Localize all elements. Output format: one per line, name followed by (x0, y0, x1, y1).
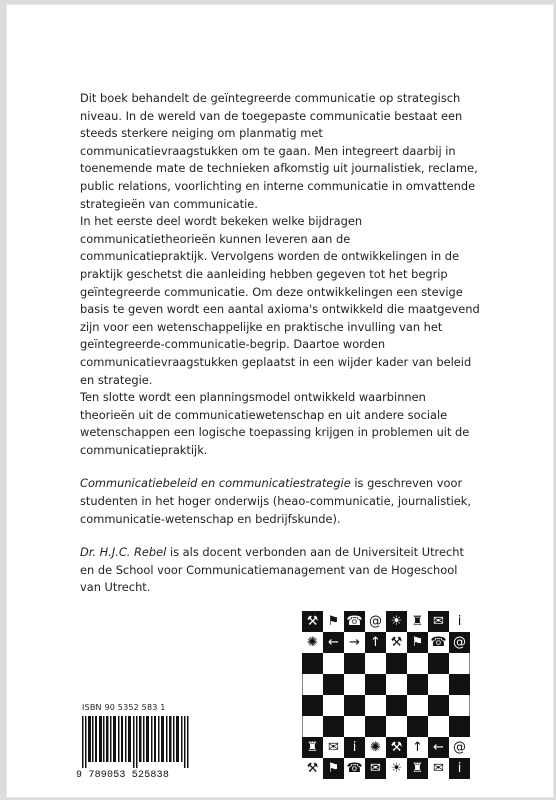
board-square-dark (386, 653, 407, 674)
author-text: is als docent verbonden aan de Universiteit Utrecht en de School voor Communicatiemanagement van de Hogeschool van Utrecht. (80, 545, 464, 595)
board-symbol-icon: ↑ (365, 632, 386, 653)
board-top-row (302, 611, 470, 632)
board-second-row (302, 632, 470, 653)
isbn-label: ISBN 90 5352 583 1 (82, 703, 166, 712)
board-symbol-icon: ✺ (365, 737, 386, 758)
board-square-dark (407, 716, 428, 737)
board-square-dark (428, 695, 449, 716)
board-symbol-icon: ⚑ (323, 611, 344, 632)
board-square-dark (407, 674, 428, 695)
board-symbol-icon: ↑ (407, 737, 428, 758)
board-square-dark (344, 653, 365, 674)
board-square-dark (344, 695, 365, 716)
board-square-dark (302, 695, 323, 716)
board-symbol-icon: → (344, 632, 365, 653)
board-symbol-icon: ⚒ (302, 611, 323, 632)
board-square-dark (449, 716, 470, 737)
board-symbol-icon: ✉ (428, 758, 449, 779)
back-cover (6, 4, 554, 798)
barcode-digits: 9 789053 525838 (76, 770, 170, 781)
board-symbol-icon: ⚒ (386, 737, 407, 758)
audience-text: is geschreven voor studenten in het hoger onderwijs (heao-communicatie, journalistiek, communicatie-wetenschap en bedrijfskunde). (80, 476, 471, 526)
board-symbol-icon: ⚒ (302, 758, 323, 779)
board-symbol-icon: ☀ (386, 611, 407, 632)
board-symbol-icon: @ (449, 737, 470, 758)
board-symbol-icon: ☎ (428, 632, 449, 653)
board-square-dark (302, 653, 323, 674)
board-symbol-icon: ♜ (302, 737, 323, 758)
board-symbol-icon: ☀ (386, 758, 407, 779)
board-square-dark (365, 674, 386, 695)
board-square-dark (365, 716, 386, 737)
author-name: Dr. H.J.C. Rebel (80, 545, 167, 560)
board-symbol-icon: @ (365, 611, 386, 632)
board-second-last-row (302, 737, 470, 758)
intro-paragraph: Dit boek behandelt de geïntegreerde communicatie op strategisch niveau. In de wereld van de toegepaste communicatie bestaat een steeds sterkere neiging om planmatig met communicatievraagstukken om te gaan. Men integreert daarbij in toenemende mate de technieken afkomstig uit journalistiek, reclame, public relations, voorlichting en interne communicatie in omvattende strategieën van communicatie. (80, 91, 478, 211)
author-paragraph (80, 544, 480, 597)
audience-paragraph (80, 475, 480, 528)
barcode (76, 716, 194, 782)
board-symbol-icon: ☎ (344, 611, 365, 632)
board-symbol-icon: ✉ (323, 737, 344, 758)
chess-board-logo (302, 611, 470, 779)
description-text (80, 90, 480, 597)
board-symbol-icon: ♜ (407, 758, 428, 779)
board-symbol-icon: ✉ (428, 611, 449, 632)
board-symbol-icon: ⚑ (407, 632, 428, 653)
board-square-dark (386, 695, 407, 716)
board-symbol-icon: ✉ (365, 758, 386, 779)
board-symbol-icon: ☎ (344, 758, 365, 779)
board-symbol-icon: ← (323, 632, 344, 653)
board-symbol-icon: i (449, 758, 470, 779)
book-title-italic: Communicatiebeleid en communicatiestrategie (80, 476, 351, 491)
board-symbol-icon: @ (449, 632, 470, 653)
board-symbol-icon: i (449, 611, 470, 632)
first-part-paragraph: In het eerste deel wordt bekeken welke bijdragen communicatietheorieën kunnen leveren aan de communicatiepraktijk. Vervolgens worden de ontwikkelingen in de praktijk geschetst die aanleiding hebben gegeven tot het begrip geïntegreerde communicatie. Om deze ontwikkelingen een stevige basis te geven wordt een aantal axioma's ontwikkeld die maatgevend zijn voor een wetenschappelijke en praktische invulling van het geïntegreerde-communicatie-begrip. Daartoe worden communicatievraagstukken geplaatst in een wijder kader van beleid en strategie. (80, 214, 480, 387)
board-symbol-icon: i (344, 737, 365, 758)
board-square-dark (323, 716, 344, 737)
board-symbol-icon: ♜ (407, 611, 428, 632)
planning-model-paragraph: Ten slotte wordt een planningsmodel ontwikkeld waarbinnen theorieën uit de communicatiewetenschap en uit andere sociale wetenschappen een logische toepassing krijgen in problemen uit de communicatiepraktijk. (80, 390, 470, 457)
barcode-bars (82, 716, 190, 768)
board-symbol-icon: ⚑ (323, 758, 344, 779)
board-square-dark (323, 674, 344, 695)
board-square-dark (449, 674, 470, 695)
board-symbol-icon: ← (428, 737, 449, 758)
board-symbol-icon: ✺ (302, 632, 323, 653)
board-symbol-icon: ⚒ (386, 632, 407, 653)
board-bottom-row (302, 758, 470, 779)
board-square-dark (428, 653, 449, 674)
